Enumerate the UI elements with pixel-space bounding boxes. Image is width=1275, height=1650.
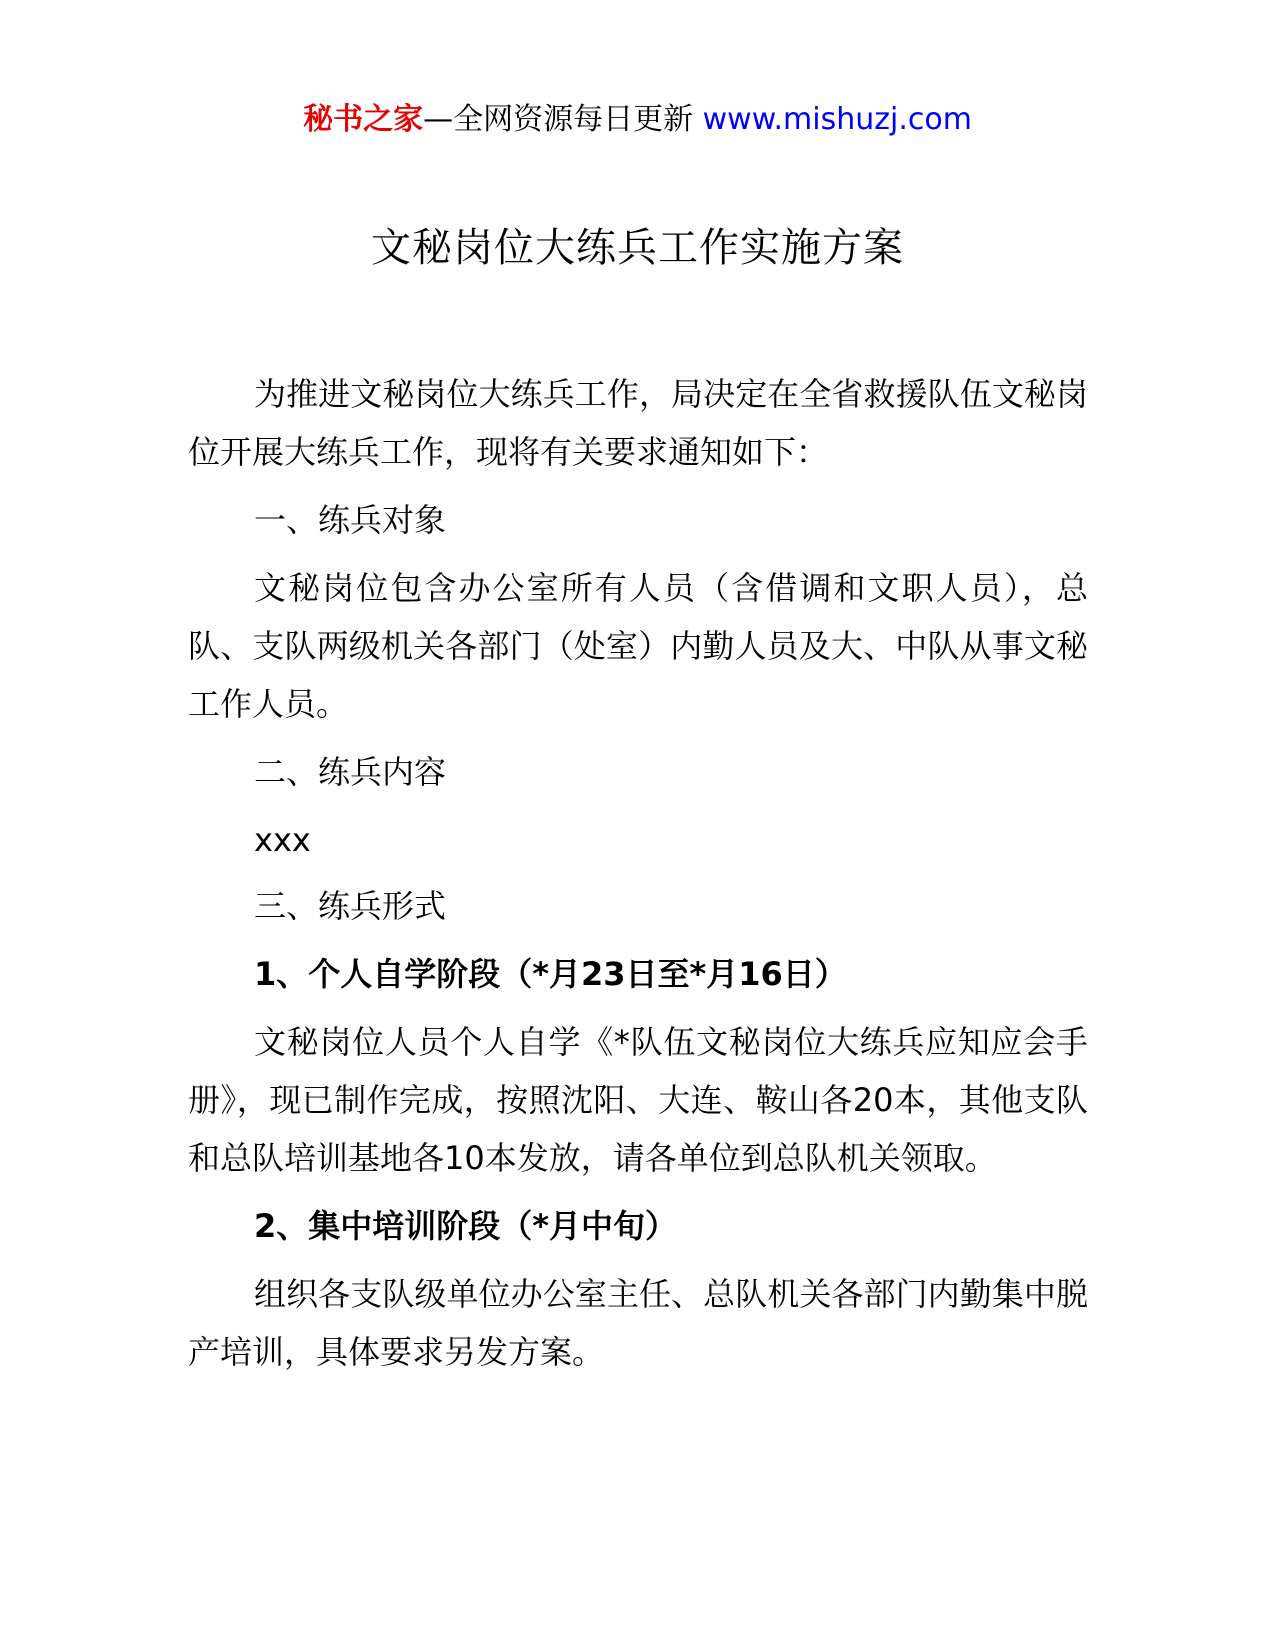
intro-paragraph: 为推进文秘岗位大练兵工作，局决定在全省救援队伍文秘岗位开展大练兵工作，现将有关要求通知如下： <box>188 375 1088 471</box>
stage-2-paragraph: 组织各支队级单位办公室主任、总队机关各部门内勤集中脱产培训，具体要求另发方案。 <box>188 1275 1088 1371</box>
section-1-heading: 一、练兵对象 <box>254 501 447 539</box>
site-header <box>0 100 1275 140</box>
brand-name: 秘书之家 <box>303 102 424 137</box>
stage-2-heading: 2、集中培训阶段（*月中旬） <box>254 1207 678 1245</box>
section-2-heading: 二、练兵内容 <box>254 753 447 791</box>
header-slogan: —全网资源每日更新 <box>423 102 703 137</box>
document-title: 文秘岗位大练兵工作实施方案 <box>371 225 904 271</box>
section-2-paragraph: xxx <box>254 821 311 859</box>
stage-1-paragraph: 文秘岗位人员个人自学《*队伍文秘岗位大练兵应知应会手册》，现已制作完成，按照沈阳、大连、鞍山各20本，其他支队和总队培训基地各10本发放，请各单位到总队机关领取。 <box>188 1023 1088 1177</box>
document-body <box>188 365 1088 1381</box>
site-url-link[interactable]: www.mishuzj.com <box>702 102 972 137</box>
section-3-heading: 三、练兵形式 <box>254 887 447 925</box>
stage-1-heading: 1、个人自学阶段（*月23日至*月16日） <box>254 955 847 993</box>
section-1-paragraph: 文秘岗位包含办公室所有人员（含借调和文职人员），总队、支队两级机关各部门（处室）内勤人员及大、中队从事文秘工作人员。 <box>188 569 1088 723</box>
